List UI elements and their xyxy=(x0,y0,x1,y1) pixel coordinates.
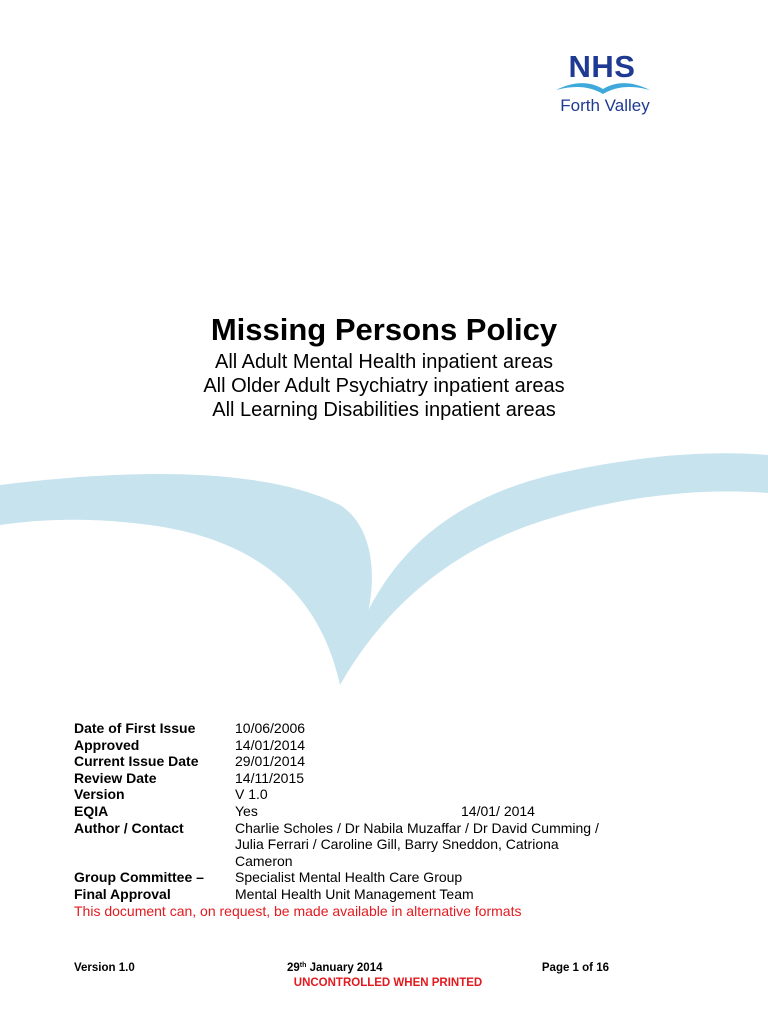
detail-row-review xyxy=(74,770,694,787)
detail-row-group-committee xyxy=(74,869,694,886)
logo-subtext: Forth Valley xyxy=(560,96,650,115)
subtitle-older-adult-psychiatry: All Older Adult Psychiatry inpatient areas xyxy=(203,375,565,397)
logo-wave-icon xyxy=(554,82,652,96)
footer-date-day: 29 xyxy=(287,962,300,974)
footer-date-suffix: th xyxy=(299,962,307,969)
detail-row-approved xyxy=(74,737,694,754)
author-line-3: Cameron xyxy=(235,852,293,869)
subtitle-learning-disabilities: All Learning Disabilities inpatient areas xyxy=(212,399,556,421)
first-issue-value: 10/06/2006 xyxy=(235,720,306,736)
first-issue-label: Date of First Issue xyxy=(74,720,196,736)
review-label: Review Date xyxy=(74,769,157,786)
logo-nhs-text: NHS xyxy=(568,49,636,84)
group-committee-label: Group Committee – xyxy=(74,869,204,886)
detail-row-eqia xyxy=(74,803,694,820)
approved-value: 14/01/2014 xyxy=(235,736,306,753)
current-issue-value: 29/01/2014 xyxy=(235,753,306,770)
version-value: V 1.0 xyxy=(235,786,268,803)
detail-row-version xyxy=(74,786,694,803)
current-issue-label: Current Issue Date xyxy=(74,753,199,770)
approved-label: Approved xyxy=(74,736,140,753)
version-label: Version xyxy=(74,786,125,803)
alternative-formats-notice: This document can, on request, be made available in alternative formats xyxy=(74,902,522,919)
uncontrolled-when-printed: UNCONTROLLED WHEN PRINTED xyxy=(293,977,483,989)
review-value: 14/11/2015 xyxy=(235,769,305,786)
footer-date xyxy=(287,962,383,974)
decorative-swoosh xyxy=(0,445,768,690)
detail-row-final-approval xyxy=(74,886,694,903)
title-block xyxy=(0,310,768,422)
author-line-2: Julia Ferrari / Caroline Gill, Barry Sneddon, Catriona xyxy=(235,836,559,853)
swoosh-left xyxy=(0,474,372,685)
document-title: Missing Persons Policy xyxy=(210,312,558,347)
document-details xyxy=(74,720,694,919)
swoosh-right xyxy=(340,453,768,685)
footer-date-rest: January 2014 xyxy=(306,962,383,974)
detail-row-author xyxy=(74,820,694,870)
footer-page-number: Page 1 of 16 xyxy=(541,962,609,974)
author-line-1: Charlie Scholes / Dr Nabila Muzaffar / Dr David Cumming / xyxy=(235,819,599,836)
footer-version: Version 1.0 xyxy=(74,962,135,974)
eqia-value: Yes xyxy=(235,802,258,819)
author-label: Author / Contact xyxy=(74,819,184,836)
detail-row-current-issue xyxy=(74,753,694,770)
detail-row-first-issue xyxy=(74,720,694,737)
eqia-label: EQIA xyxy=(74,802,109,819)
eqia-date: 14/01/ 2014 xyxy=(461,802,535,819)
final-approval-label: Final Approval xyxy=(74,885,171,902)
nhs-logo xyxy=(552,50,656,122)
group-committee-value: Specialist Mental Health Care Group xyxy=(235,869,463,886)
final-approval-value: Mental Health Unit Management Team xyxy=(235,885,474,902)
page-footer xyxy=(74,962,622,994)
subtitle-adult-mental-health: All Adult Mental Health inpatient areas xyxy=(215,351,553,373)
